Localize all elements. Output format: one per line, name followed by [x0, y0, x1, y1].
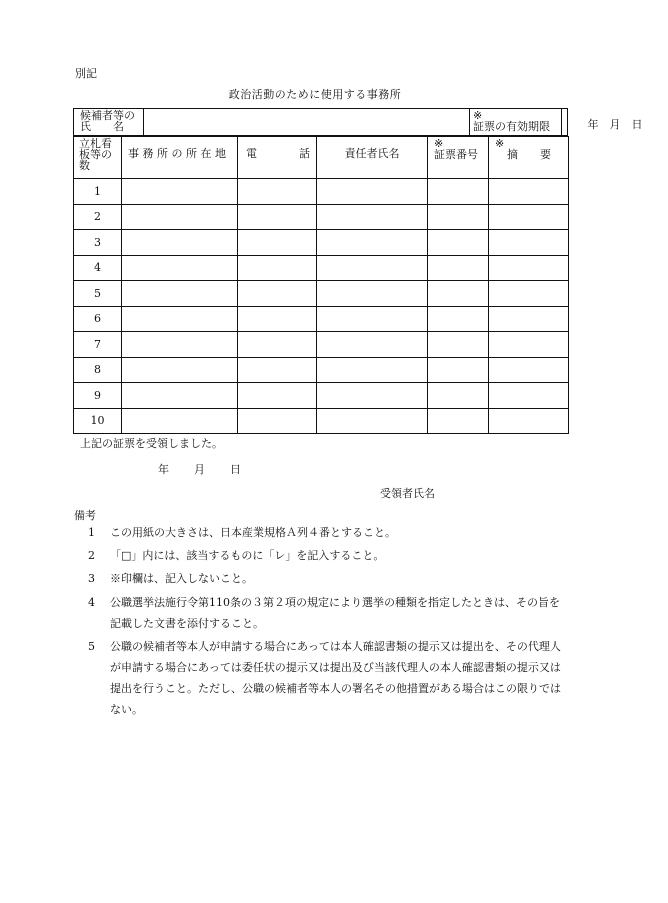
table-cell[interactable] — [238, 383, 317, 409]
table-cell[interactable] — [122, 281, 238, 307]
table-cell[interactable] — [122, 383, 238, 409]
row-number: 7 — [74, 332, 122, 358]
table-row — [74, 408, 569, 434]
table-cell[interactable] — [428, 408, 489, 434]
table-cell[interactable] — [238, 230, 317, 256]
table-cell[interactable] — [317, 230, 428, 256]
note-item: 4 公職選挙法施行令第110条の３第２項の規定により選挙の種類を指定したときは、その旨を記載した文書を添付すること。 — [88, 596, 560, 630]
candidate-name-label: 候補者等の 氏 名 — [74, 109, 144, 135]
table-cell[interactable] — [317, 281, 428, 307]
table-cell[interactable] — [428, 357, 489, 383]
recipient-name-label: 受領者氏名 — [380, 487, 435, 500]
row-number: 10 — [74, 408, 122, 434]
validity-label: ※ 証票の有効期限 — [470, 109, 562, 135]
candidate-name-field[interactable] — [144, 109, 470, 135]
table-cell[interactable] — [428, 255, 489, 281]
table-cell[interactable] — [238, 179, 317, 205]
table-cell[interactable] — [428, 179, 489, 205]
table-cell[interactable] — [489, 357, 569, 383]
note-item: 2 「□」内には、該当するものに「レ」を記入すること。 — [88, 549, 385, 562]
row-number: 8 — [74, 357, 122, 383]
note-item: 1 この用紙の大きさは、日本産業規格Ａ列４番とすること。 — [88, 526, 396, 539]
notes-heading: 備考 — [74, 509, 96, 522]
table-cell[interactable] — [489, 306, 569, 332]
table-cell[interactable] — [317, 357, 428, 383]
table-row — [74, 255, 569, 281]
table-cell[interactable] — [122, 332, 238, 358]
table-header-row — [74, 137, 569, 179]
table-cell[interactable] — [238, 408, 317, 434]
table-cell[interactable] — [122, 306, 238, 332]
table-cell[interactable] — [489, 383, 569, 409]
row-number: 3 — [74, 230, 122, 256]
table-cell[interactable] — [428, 332, 489, 358]
row-number: 6 — [74, 306, 122, 332]
table-cell[interactable] — [489, 281, 569, 307]
office-table — [73, 136, 569, 434]
table-cell[interactable] — [489, 255, 569, 281]
table-cell[interactable] — [317, 408, 428, 434]
row-number: 1 — [74, 179, 122, 205]
table-cell[interactable] — [122, 230, 238, 256]
col-note-header: ※ 摘 要 — [489, 137, 569, 179]
table-cell[interactable] — [428, 204, 489, 230]
row-number: 4 — [74, 255, 122, 281]
page-label: 別記 — [75, 67, 97, 80]
table-cell[interactable] — [317, 383, 428, 409]
table-row — [74, 179, 569, 205]
col-person-header: 責任者氏名 — [317, 137, 428, 179]
table-row — [74, 204, 569, 230]
table-cell[interactable] — [489, 332, 569, 358]
col-count-header: 立札看 板等の 数 — [74, 137, 122, 179]
table-cell[interactable] — [122, 255, 238, 281]
table-cell[interactable] — [238, 306, 317, 332]
table-cell[interactable] — [238, 204, 317, 230]
table-row — [74, 332, 569, 358]
candidate-header-row — [73, 108, 643, 136]
note-item: 3 ※印欄は、記入しないこと。 — [88, 572, 253, 585]
table-cell[interactable] — [489, 230, 569, 256]
row-number: 2 — [74, 204, 122, 230]
row-number: 9 — [74, 383, 122, 409]
table-cell[interactable] — [238, 281, 317, 307]
table-cell[interactable] — [238, 332, 317, 358]
table-cell[interactable] — [428, 281, 489, 307]
receipt-date[interactable]: 年 月 日 — [158, 463, 241, 476]
table-cell[interactable] — [317, 332, 428, 358]
table-row — [74, 306, 569, 332]
table-cell[interactable] — [122, 408, 238, 434]
col-cert-header: ※ 証票番号 — [428, 137, 489, 179]
table-cell[interactable] — [317, 204, 428, 230]
col-phone-header: 電 話 — [238, 137, 317, 179]
table-cell[interactable] — [317, 255, 428, 281]
row-number: 5 — [74, 281, 122, 307]
table-row — [74, 383, 569, 409]
table-cell[interactable] — [428, 230, 489, 256]
table-cell[interactable] — [317, 179, 428, 205]
table-cell[interactable] — [489, 179, 569, 205]
table-row — [74, 281, 569, 307]
table-cell[interactable] — [428, 306, 489, 332]
validity-date-field[interactable]: 年 月 日 — [587, 118, 643, 131]
received-statement: 上記の証票を受領しました。 — [80, 437, 223, 450]
table-cell[interactable] — [489, 204, 569, 230]
table-row — [74, 230, 569, 256]
table-cell[interactable] — [122, 204, 238, 230]
table-cell[interactable] — [428, 383, 489, 409]
table-cell[interactable] — [122, 357, 238, 383]
note-item: 5 公職の候補者等本人が申請する場合にあっては本人確認書類の提示又は提出を、その代理人が申請する場合にあっては委任状の提示又は提出及び当該代理人の本人確認書類の提示又は提出を行うこと。ただし、公職の候補者等本人の署名その他措置がある場合はこの限りではない。 — [88, 640, 561, 716]
table-cell[interactable] — [489, 408, 569, 434]
table-cell[interactable] — [317, 306, 428, 332]
table-cell[interactable] — [122, 179, 238, 205]
form-title: 政治活動のために使用する事務所 — [228, 88, 402, 101]
table-cell[interactable] — [238, 255, 317, 281]
col-address-header: 事 務 所 の 所 在 地 — [122, 137, 238, 179]
table-cell[interactable] — [238, 357, 317, 383]
table-row — [74, 357, 569, 383]
